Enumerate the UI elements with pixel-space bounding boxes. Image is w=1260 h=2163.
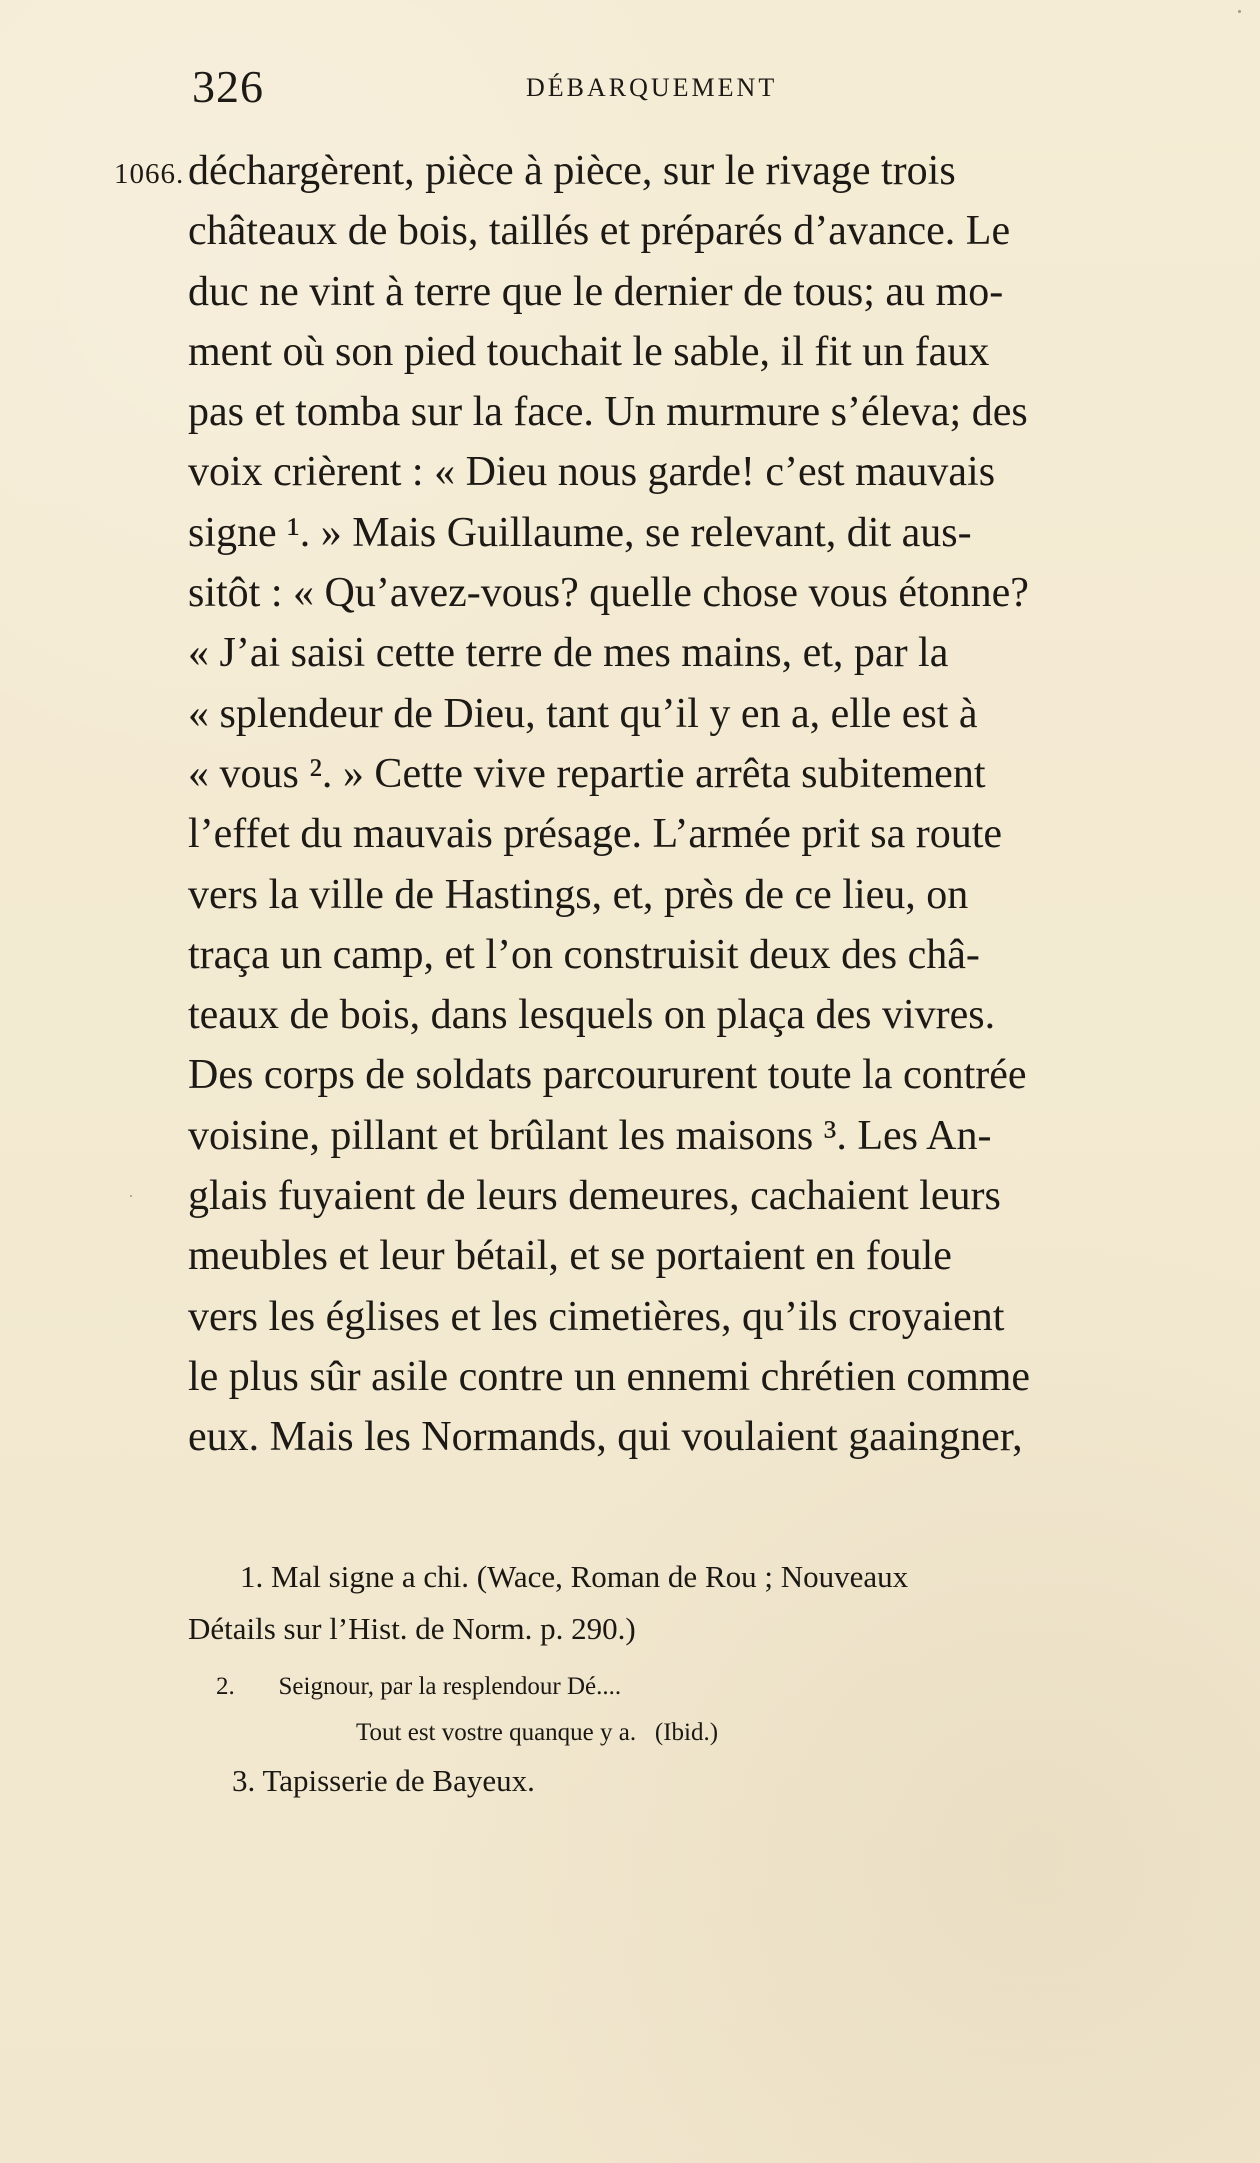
main-text-block [188,141,1074,1468]
body-line-19: meubles et leur bétail, et se portaient en foule [188,1233,952,1280]
body-line-12: l’effet du mauvais présage. L’armée prit sa route [188,811,1003,858]
footnote-2-line-1: 2. Seignour, par la resplendour Dé.... [216,1673,622,1700]
footnote-1-line-2: Détails sur l’Hist. de Norm. p. 290.) [188,1611,636,1646]
body-line-16: Des corps de soldats parcoururent toute la contrée [188,1052,1027,1099]
body-line-11: « vous ². » Cette vive repartie arrêta subitement [188,750,986,797]
body-line-13: vers la ville de Hastings, et, près de ce lieu, on [188,871,969,918]
footnote-2-line-2: Tout est vostre quanque y a. (Ibid.) [356,1719,719,1746]
footnote-3: 3. Tapisserie de Bayeux. [232,1763,535,1798]
body-line-10: « splendeur de Dieu, tant qu’il y en a, elle est à [188,690,978,737]
body-line-22: eux. Mais les Normands, qui voulaient gaaingner, [188,1414,1023,1461]
body-line-7: signe ¹. » Mais Guillaume, se relevant, dit aus- [188,509,972,556]
body-line-6: voix crièrent : « Dieu nous garde! c’est mauvais [188,449,996,496]
body-line-3: duc ne vint à terre que le dernier de tous; au mo- [188,268,1004,315]
body-line-15: teaux de bois, dans lesquels on plaça des vivres. [188,992,996,1039]
margin-year: 1066. [114,158,185,190]
body-line-2: châteaux de bois, taillés et préparés d’avance. Le [188,208,1011,255]
body-line-4: ment où son pied touchait le sable, il fit un faux [188,328,990,375]
body-line-1: déchargèrent, pièce à pièce, sur le rivage trois [188,148,956,194]
body-line-8: sitôt : « Qu’avez-vous? quelle chose vous étonne? [188,570,1029,617]
body-line-14: traça un camp, et l’on construisit deux des châ- [188,931,980,978]
body-line-17: voisine, pillant et brûlant les maisons ³. Les An- [188,1112,992,1159]
body-line-18: glais fuyaient de leurs demeures, cachaient leurs [188,1173,1001,1220]
body-line-9: « J’ai saisi cette terre de mes mains, et, par la [188,630,949,677]
footnote-1-line-1: 1. Mal signe a chi. (Wace, Roman de Rou ; Nouveaux [240,1559,909,1594]
body-line-5: pas et tomba sur la face. Un murmure s’éleva; des [188,389,1028,436]
paper-speck [130,1195,132,1197]
page-number: 326 [192,61,264,112]
body-line-20: vers les églises et les cimetières, qu’ils croyaient [188,1293,1005,1340]
page-header [188,52,1074,122]
paper-speck [1238,10,1241,13]
body-line-21: le plus sûr asile contre un ennemi chrétien comme [188,1353,1031,1400]
running-title: DÉBARQUEMENT [526,73,778,102]
